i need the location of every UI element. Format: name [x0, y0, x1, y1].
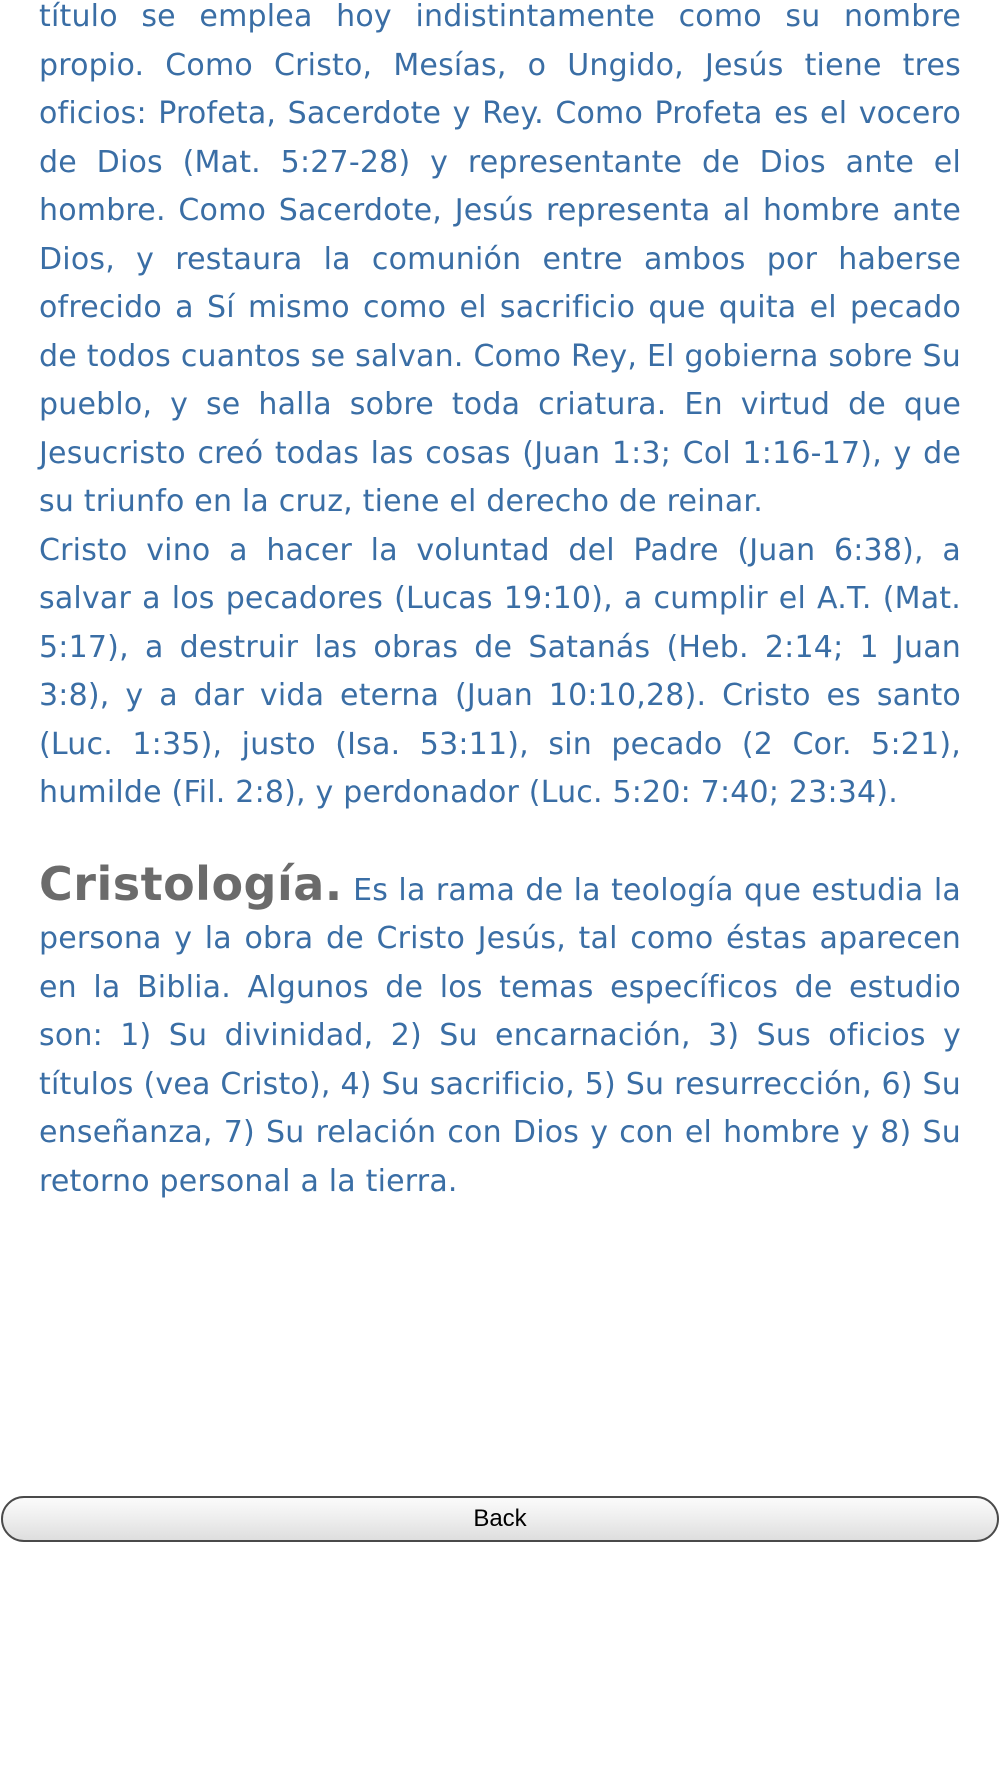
article-content [39, 0, 961, 1206]
entry-term: Cristología. [39, 856, 343, 911]
entry-definition: Es la rama de la teología que estudia la persona y la obra de Cristo Jesús, tal como éstas aparecen en la Biblia. Algunos de los temas específicos de estudio son: 1) Su divinidad, 2) Su encarnación, 3) Sus oficios y títulos (vea Cristo), 4) Su sacrificio, 5) Su resurrección, 6) Su enseñanza, 7) Su relación con Dios y con el hombre y 8) Su retorno personal a la tierra. [39, 872, 961, 1199]
back-button[interactable]: Back [1, 1496, 999, 1542]
glossary-entry [39, 856, 961, 1207]
article-paragraph: Cristo vino a hacer la voluntad del Padre (Juan 6:38), a salvar a los pecadores (Lucas 19:10), a cumplir el A.T. (Mat. 5:17), a destruir las obras de Satanás (Heb. 2:14; 1 Juan 3:8), y a dar vida eterna (Juan 10:10,28). Cristo es santo (Luc. 1:35), justo (Isa. 53:11), sin pecado (2 Cor. 5:21), humilde (Fil. 2:8), y perdonador (Luc. 5:20: 7:40; 23:34). [39, 532, 961, 810]
article-paragraph: título se emplea hoy indistintamente como su nombre propio. Como Cristo, Mesías, o Ungido, Jesús tiene tres oficios: Profeta, Sacerdote y Rey. Como Profeta es el vocero de Dios (Mat. 5:27-28) y representante de Dios ante el hombre. Como Sacerdote, Jesús representa al hombre ante Dios, y restaura la comunión entre ambos por haberse ofrecido a Sí mismo como el sacrificio que quita el pecado de todos cuantos se salvan. Como Rey, El gobierna sobre Su pueblo, y se halla sobre toda criatura. En virtud de que Jesucristo creó todas las cosas (Juan 1:3; Col 1:16-17), y de su triunfo en la cruz, tiene el derecho de reinar. [39, 0, 961, 519]
